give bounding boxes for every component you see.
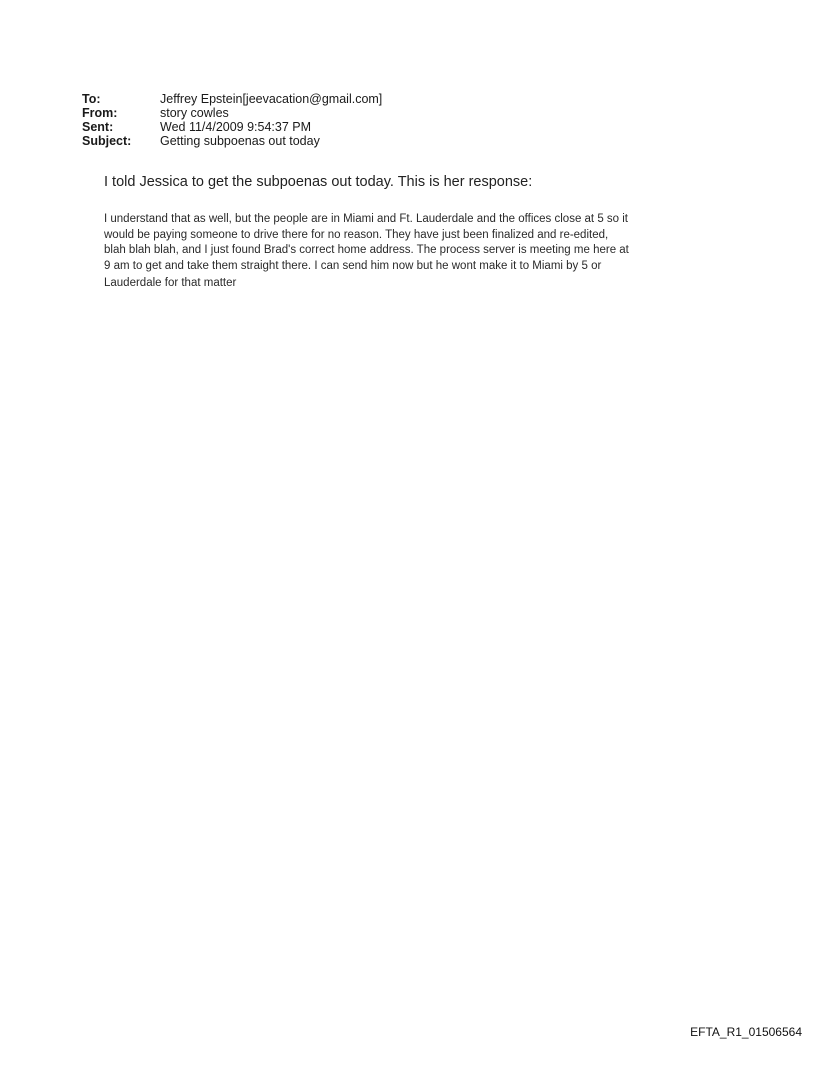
sent-value: Wed 11/4/2009 9:54:37 PM — [160, 120, 312, 134]
quoted-line: blah blah blah, and I just found Brad's correct home address. The process server is meeting me here at — [104, 244, 629, 256]
header-from-row — [82, 106, 382, 120]
quoted-line: 9 am to get and take them straight there. I can send him now but he wont make it to Miami by 5 or — [104, 259, 602, 272]
header-to-row — [82, 92, 382, 106]
email-header — [82, 92, 382, 148]
quoted-line: I understand that as well, but the people are in Miami and Ft. Lauderdale and the offices close at 5 so it — [104, 213, 628, 225]
quoted-line: would be paying someone to drive there for no reason. They have just been finalized and re-edited, — [104, 228, 609, 241]
subject-value: Getting subpoenas out today — [160, 134, 320, 148]
sent-label: Sent: — [82, 120, 114, 134]
from-label: From: — [82, 106, 118, 120]
to-label: To: — [82, 92, 101, 106]
to-value: Jeffrey Epstein[jeevacation@gmail.com] — [160, 92, 383, 106]
header-sent-row — [82, 120, 382, 134]
quoted-response — [104, 212, 744, 292]
quoted-line: Lauderdale for that matter — [104, 277, 237, 289]
from-value: story cowles — [160, 106, 229, 120]
document-id: EFTA_R1_01506564 — [690, 1025, 802, 1039]
header-subject-row — [82, 134, 382, 148]
subject-label: Subject: — [82, 134, 132, 148]
message-intro: I told Jessica to get the subpoenas out today. This is her response: — [104, 174, 533, 190]
